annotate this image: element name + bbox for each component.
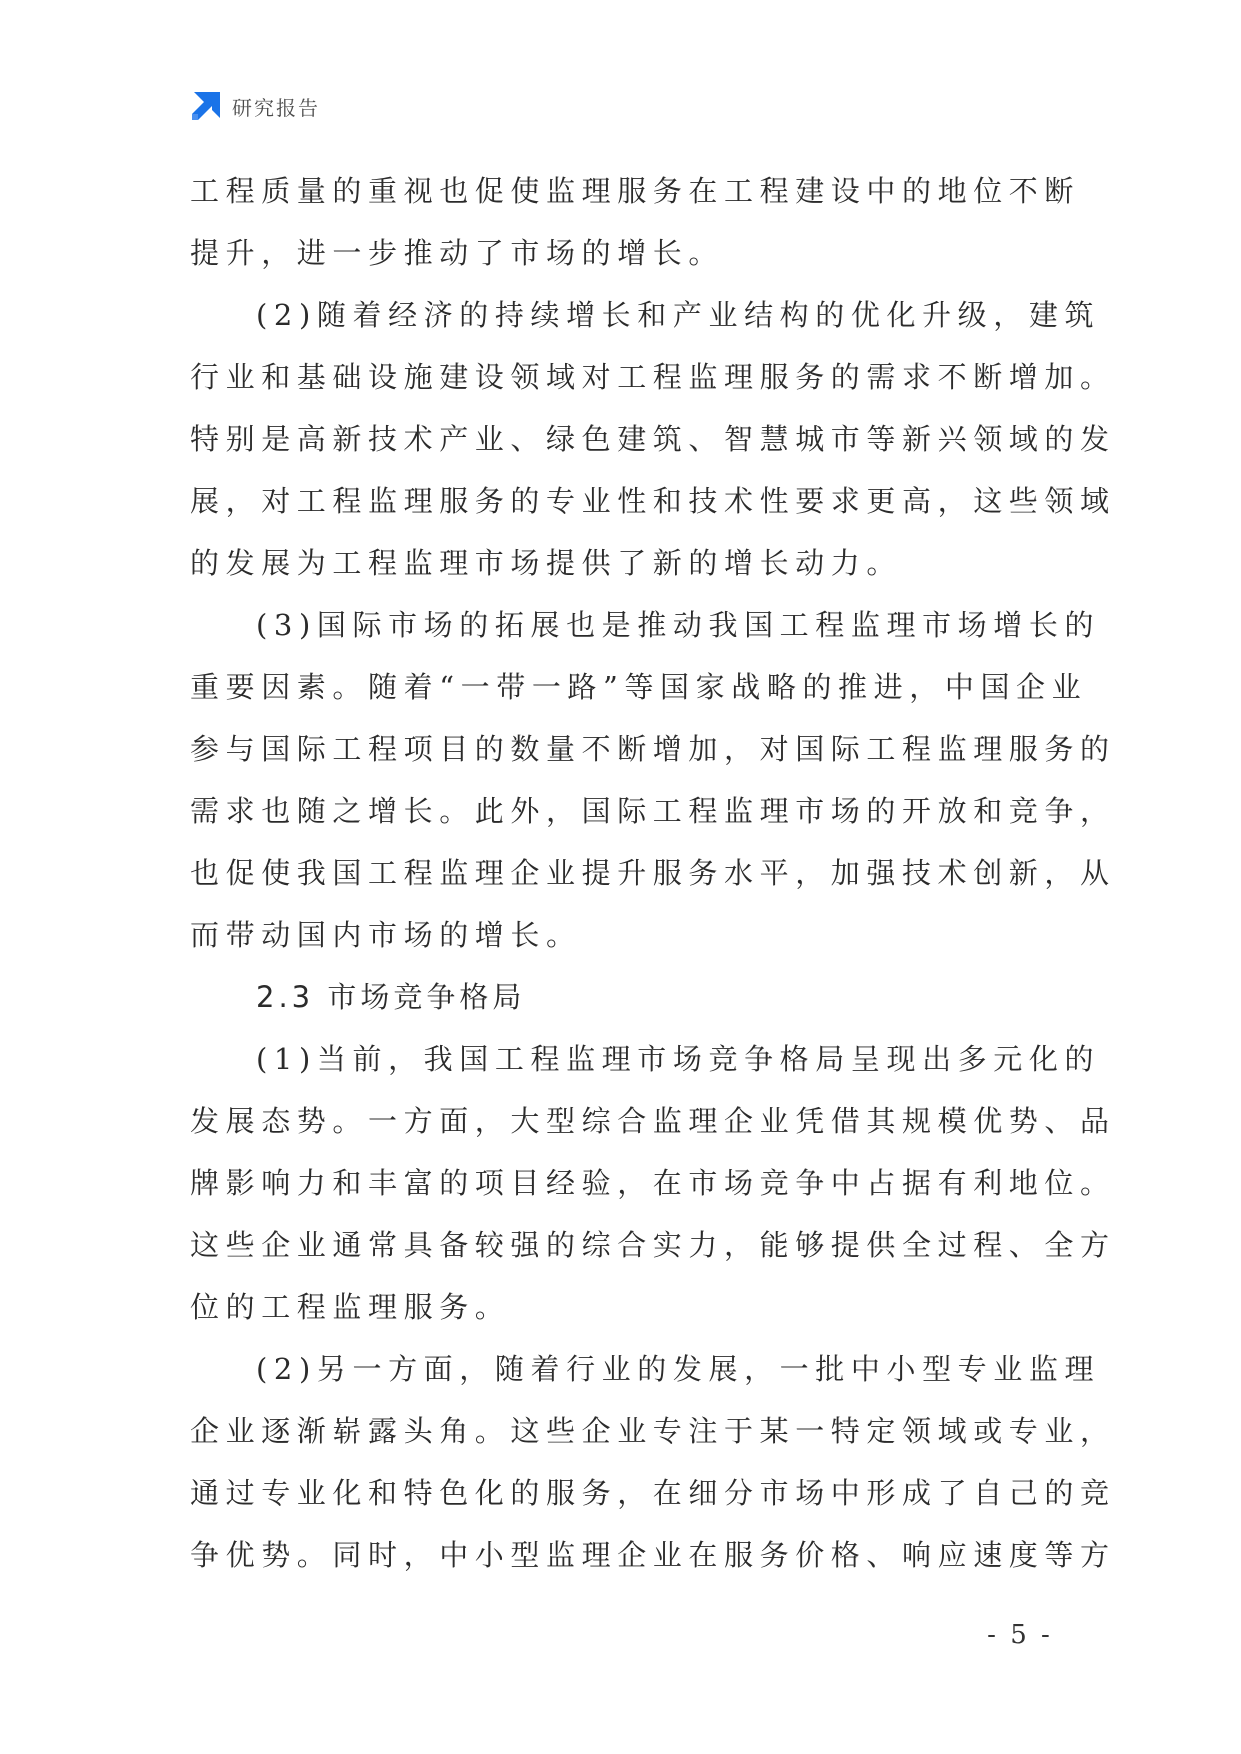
paragraph-line: (1)当前，我国工程监理市场竞争格局呈现出多元化的 <box>256 1042 1101 1076</box>
body-text <box>190 160 1116 1586</box>
paragraph-line: 企业逐渐崭露头角。这些企业专注于某一特定领域或专业， <box>190 1414 1116 1448</box>
paragraph-line: 重要因素。随着“一带一路”等国家战略的推进，中国企业 <box>190 670 1088 704</box>
page-number: - 5 - <box>987 1620 1053 1650</box>
paragraph-line: 的发展为工程监理市场提供了新的增长动力。 <box>190 546 903 580</box>
arrow-up-right-icon <box>190 90 222 122</box>
paragraph-line: 也促使我国工程监理企业提升服务水平，加强技术创新，从 <box>190 856 1116 890</box>
paragraph-line: 而带动国内市场的增长。 <box>190 918 582 952</box>
paragraph-line: 这些企业通常具备较强的综合实力，能够提供全过程、全方 <box>190 1228 1116 1262</box>
paragraph-line: 提升，进一步推动了市场的增长。 <box>190 236 725 270</box>
header-title: 研究报告 <box>232 95 320 120</box>
paragraph-line: 行业和基础设施建设领域对工程监理服务的需求不断增加。 <box>190 360 1116 394</box>
paragraph-line: 展，对工程监理服务的专业性和技术性要求更高，这些领域 <box>190 484 1116 518</box>
paragraph-line: 参与国际工程项目的数量不断增加，对国际工程监理服务的 <box>190 732 1116 766</box>
paragraph-line: 争优势。同时，中小型监理企业在服务价格、响应速度等方 <box>190 1538 1116 1572</box>
paragraph-line: (2)随着经济的持续增长和产业结构的优化升级，建筑 <box>256 298 1101 332</box>
paragraph-line: 需求也随之增长。此外，国际工程监理市场的开放和竞争， <box>190 794 1116 828</box>
section-heading: 2.3 市场竞争格局 <box>256 980 526 1014</box>
paragraph-line: (2)另一方面，随着行业的发展，一批中小型专业监理 <box>256 1352 1101 1386</box>
paragraph-line: 牌影响力和丰富的项目经验，在市场竞争中占据有利地位。 <box>190 1166 1116 1200</box>
paragraph-line: 位的工程监理服务。 <box>190 1290 511 1324</box>
paragraph-line: 发展态势。一方面，大型综合监理企业凭借其规模优势、品 <box>190 1104 1116 1138</box>
paragraph-line: 通过专业化和特色化的服务，在细分市场中形成了自己的竞 <box>190 1476 1116 1510</box>
paragraph-line: 工程质量的重视也促使监理服务在工程建设中的地位不断 <box>190 174 1081 208</box>
paragraph-line: (3)国际市场的拓展也是推动我国工程监理市场增长的 <box>256 608 1101 642</box>
paragraph-line: 特别是高新技术产业、绿色建筑、智慧城市等新兴领域的发 <box>190 422 1116 456</box>
report-header <box>190 88 320 124</box>
